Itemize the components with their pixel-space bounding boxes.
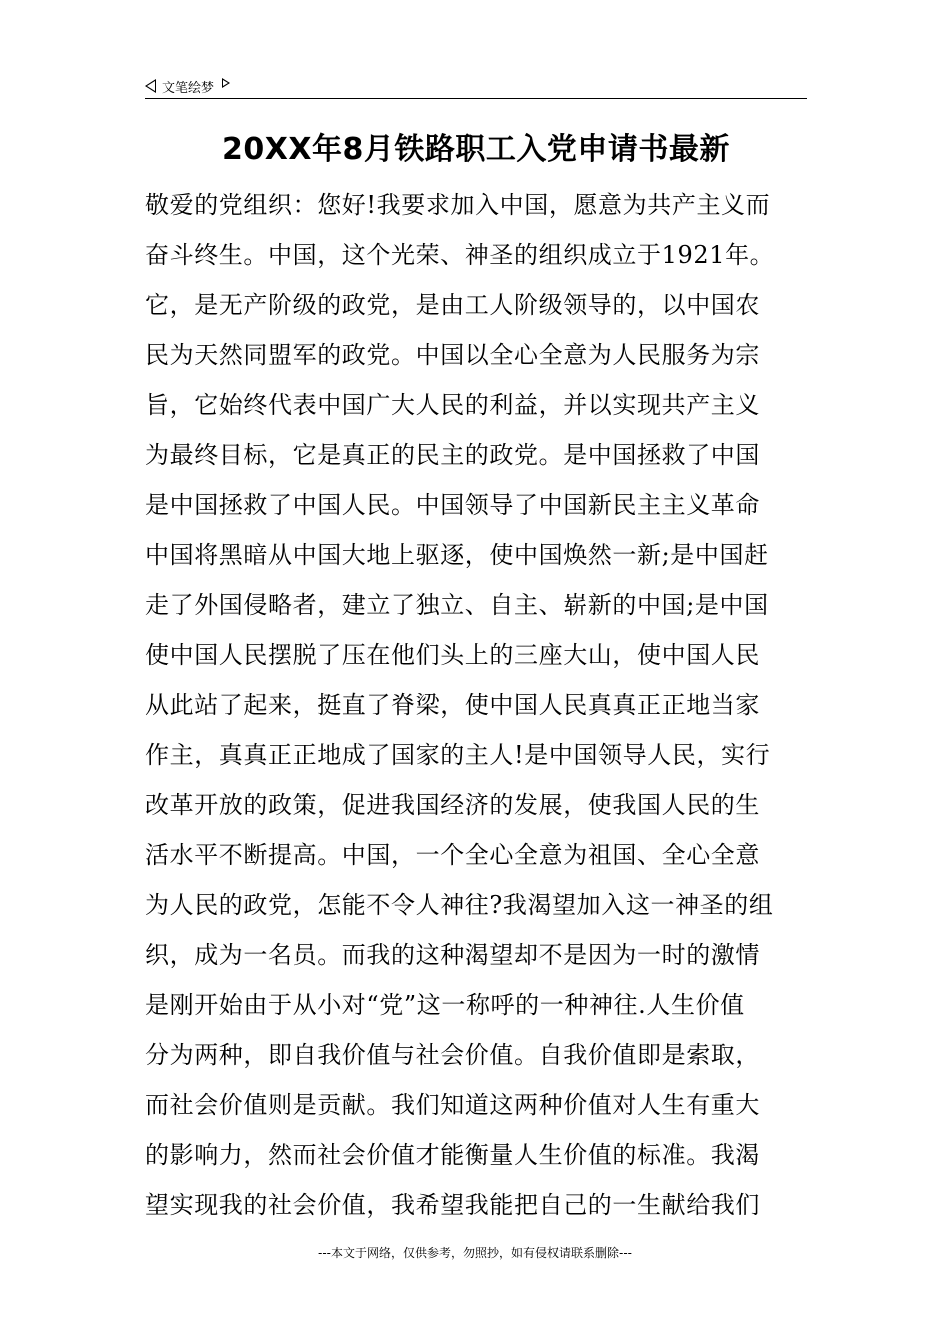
- body-line: 从此站了起来，挺直了脊梁，使中国人民真真正正地当家: [145, 691, 760, 719]
- body-line: 奋斗终生。中国，这个光荣、神圣的组织成立于1921年。: [145, 241, 775, 269]
- triangle-left-icon: [145, 79, 156, 93]
- body-line: 的影响力，然而社会价值才能衡量人生价值的标准。我渴: [145, 1141, 760, 1169]
- body-line: 作主，真真正正地成了国家的主人!是中国领导人民，实行: [145, 741, 771, 769]
- document-body: [145, 180, 815, 1230]
- body-line: 织，成为一名员。而我的这种渴望却不是因为一时的激情: [145, 941, 760, 969]
- body-line: 敬爱的党组织：您好!我要求加入中国，愿意为共产主义而: [145, 191, 771, 219]
- footer-notice: ---本文于网络，仅供参考，勿照抄，如有侵权请联系删除---: [318, 1246, 632, 1260]
- body-line: 走了外国侵略者，建立了独立、自主、崭新的中国;是中国: [145, 591, 769, 619]
- body-line: 旨，它始终代表中国广大人民的利益，并以实现共产主义: [145, 391, 760, 419]
- body-line: 是中国拯救了中国人民。中国领导了中国新民主主义革命: [145, 491, 760, 519]
- body-line: 为最终目标，它是真正的民主的政党。是中国拯救了中国: [145, 441, 760, 469]
- body-line: 望实现我的社会价值，我希望我能把自己的一生献给我们: [145, 1191, 760, 1219]
- body-line: 分为两种，即自我价值与社会价值。自我价值即是索取，: [145, 1041, 760, 1069]
- body-line: 它，是无产阶级的政党，是由工人阶级领导的，以中国农: [145, 291, 760, 319]
- document-title: 20XX年8月铁路职工入党申请书最新: [222, 132, 730, 167]
- body-line: 为人民的政党，怎能不令人神往?我渴望加入这一神圣的组: [145, 891, 774, 919]
- body-line: 改革开放的政策，促进我国经济的发展，使我国人民的生: [145, 791, 760, 819]
- body-line: 中国将黑暗从中国大地上驱逐，使中国焕然一新;是中国赶: [145, 541, 769, 569]
- body-line: 活水平不断提高。中国，一个全心全意为祖国、全心全意: [145, 841, 760, 869]
- body-line: 是刚开始由于从小对“党”这一称呼的一种神往.人生价值: [145, 991, 745, 1019]
- header-divider: [145, 98, 807, 99]
- page-header: [145, 74, 807, 98]
- triangle-right-icon: [222, 78, 230, 88]
- header-brand: 文笔绘梦: [162, 80, 215, 96]
- body-line: 使中国人民摆脱了压在他们头上的三座大山，使中国人民: [145, 641, 760, 669]
- body-line: 而社会价值则是贡献。我们知道这两种价值对人生有重大: [145, 1091, 760, 1119]
- body-line: 民为天然同盟军的政党。中国以全心全意为人民服务为宗: [145, 341, 760, 369]
